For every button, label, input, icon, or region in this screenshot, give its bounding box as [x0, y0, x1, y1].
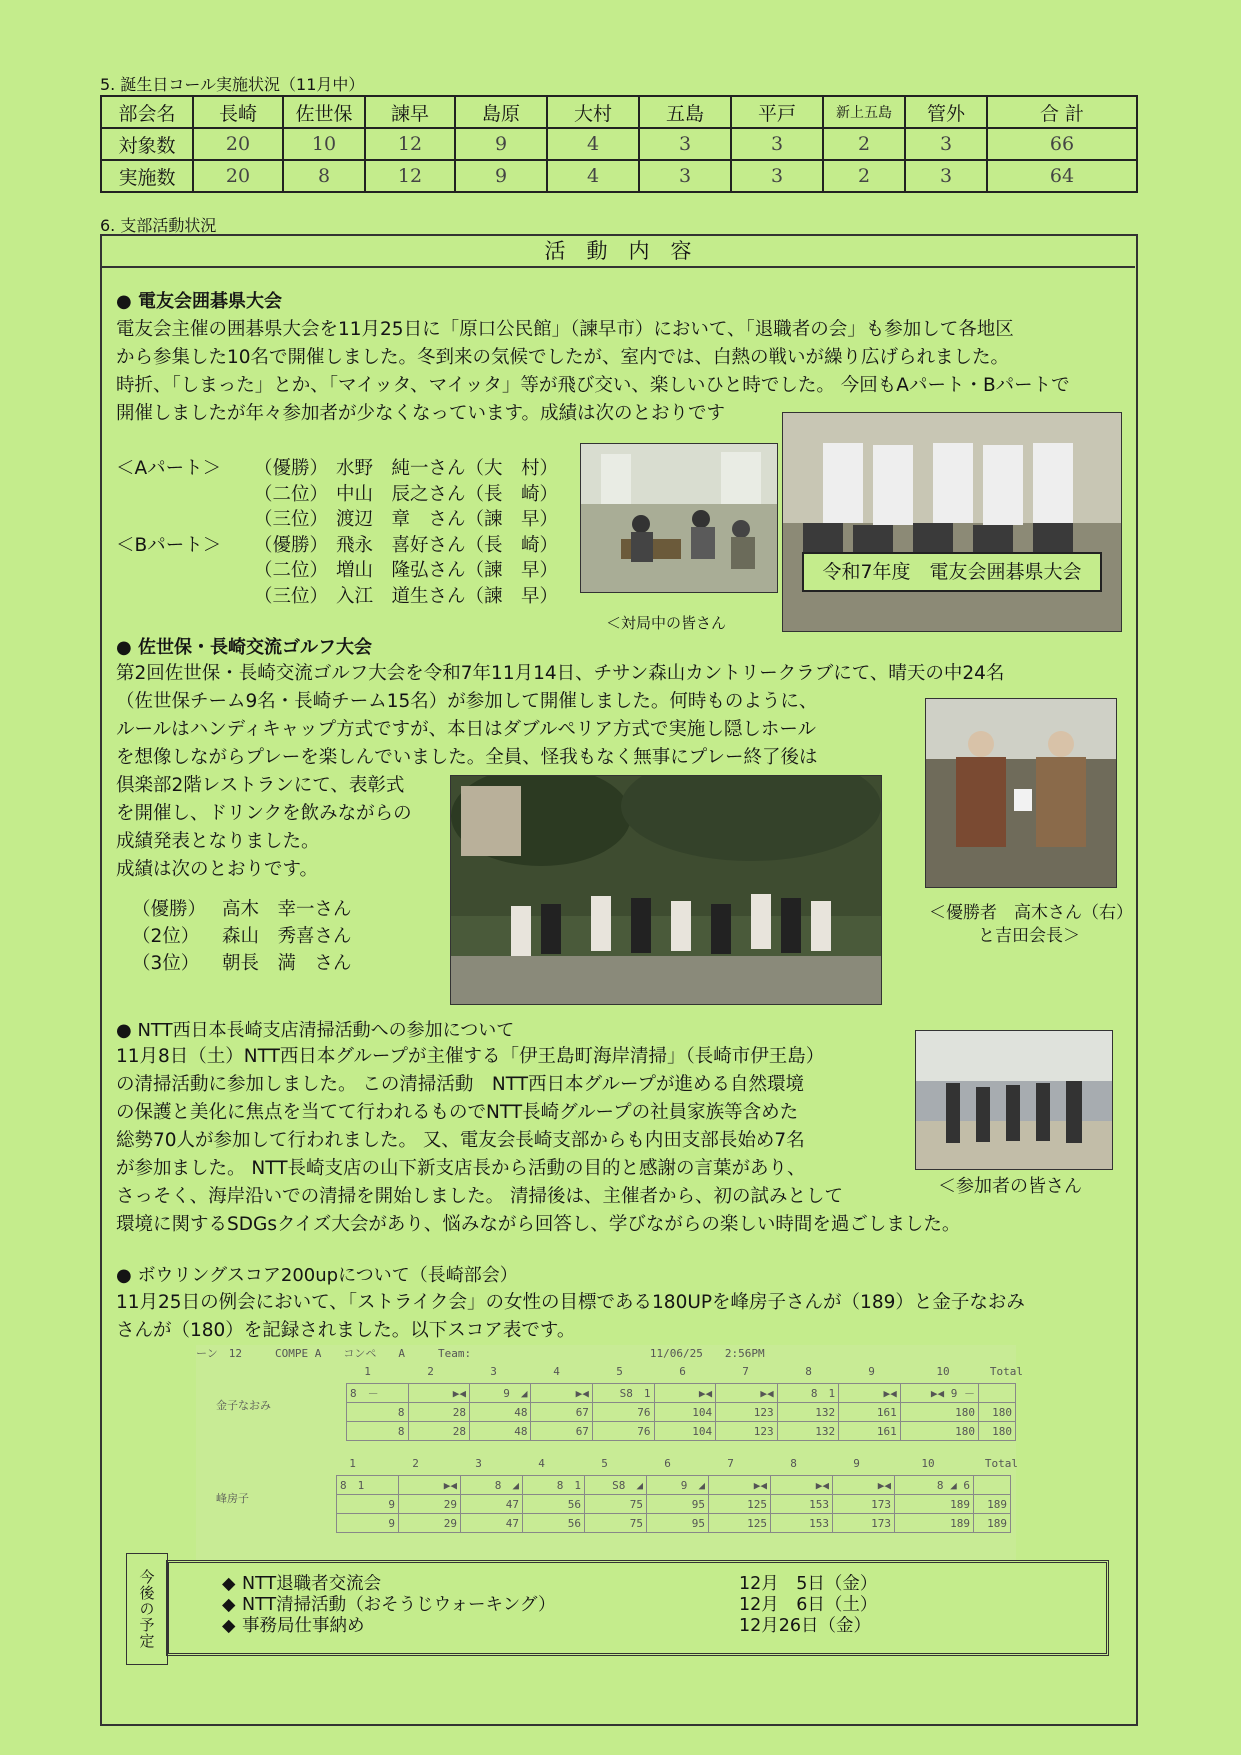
table-header-cell: 新上五島 [823, 96, 905, 128]
table-cell: 12 [365, 160, 455, 192]
text-line: 時折、「しまった」とか、「マイッタ、マイッタ」等が飛び交い、楽しいひと時でした。 今回もAパート・Bパートで [116, 375, 1070, 396]
go-heading-text: 電友会囲碁県大会 [137, 291, 282, 312]
result-name: 飛永 喜好さん（長 崎） [336, 534, 559, 556]
frame-number: 9 [853, 1457, 860, 1470]
table-header-cell: 大村 [547, 96, 639, 128]
diamond-icon: ◆ [222, 1595, 236, 1615]
total-score: 189 [974, 1495, 1011, 1514]
text-line: ルールはハンディキャップ方式ですが、本日はダブルペリア方式で実施し隠しホール [116, 719, 817, 740]
part-label [116, 558, 254, 584]
text-line: 総勢70人が参加して行われました。 又、電友会長崎支部からも内田支部長始め7名 [116, 1130, 805, 1151]
frame-score: 95 [647, 1514, 709, 1533]
frame-score: 76 [592, 1422, 654, 1441]
frame-mark: ▶◀ [771, 1476, 833, 1495]
frame-score: 47 [461, 1495, 523, 1514]
table-header-cell: 長崎 [193, 96, 283, 128]
scores-row [337, 1495, 1011, 1514]
table-cell: 3 [639, 160, 731, 192]
go-photo1-caption: ＜対局中の皆さん [606, 614, 727, 632]
result-row [116, 584, 558, 610]
result-name: 朝長 満 さん [222, 953, 352, 974]
result-row [132, 896, 352, 923]
total-mark [979, 1384, 1016, 1403]
frame-mark: ▶◀ [408, 1384, 469, 1403]
frame-number: 4 [538, 1457, 545, 1470]
frame-score: 75 [585, 1495, 647, 1514]
frame-score: 28 [408, 1422, 469, 1441]
frame-score: 8 [347, 1403, 409, 1422]
table-header-cell: 島原 [455, 96, 547, 128]
frame-score: 161 [839, 1422, 901, 1441]
frame-mark: 8 ◢ 6 [895, 1476, 974, 1495]
frame-score: 9 [337, 1514, 399, 1533]
table-cell: 12 [365, 128, 455, 160]
table-cell: 3 [731, 128, 823, 160]
marks-row [337, 1476, 1011, 1495]
diamond-icon: ◆ [222, 1616, 236, 1636]
frame-mark: ▶◀ [833, 1476, 895, 1495]
frame-score: 180 [900, 1403, 978, 1422]
frames-header [321, 1457, 1018, 1470]
row-label: 対象数 [101, 128, 193, 160]
player-name: 金子なおみ [216, 1399, 271, 1412]
frame-score: 132 [777, 1403, 839, 1422]
golf-winner-photo [925, 698, 1117, 888]
frame-score: 180 [900, 1422, 978, 1441]
scores-row [347, 1403, 1016, 1422]
part-label [116, 507, 254, 533]
frame-number: Total [989, 1365, 1023, 1378]
schedule-item [222, 1574, 877, 1595]
go-results [116, 456, 558, 609]
go-photo2-label: 令和7年度 電友会囲碁県大会 [802, 552, 1102, 592]
frame-score: 8 [347, 1422, 409, 1441]
frame-number: 8 [805, 1365, 812, 1378]
frame-score: 56 [523, 1495, 585, 1514]
text-line: さっそく、海岸沿いでの清掃を開始しました。 清掃後は、主催者から、初の試みとして [116, 1186, 844, 1207]
schedule-item [222, 1595, 877, 1616]
go-heading: ● 電友会囲碁県大会 [116, 291, 282, 312]
rank-label: （優勝） [254, 534, 329, 556]
clean-paragraph [116, 1043, 960, 1239]
text-line: の清掃活動に参加しました。 この清掃活動 NTT西日本グループが進める自然環境 [116, 1074, 805, 1095]
player-name: 峰房子 [216, 1492, 249, 1505]
clean-caption: ＜参加者の皆さん [938, 1176, 1082, 1197]
result-name: 森山 秀喜さん [222, 926, 352, 947]
text-line: 電友会主催の囲碁県大会を11月25日に「原口公民館」（諫早市）において、「退職者の会」も参加して各地区 [116, 319, 1014, 340]
frame-score: 76 [592, 1403, 654, 1422]
frame-score: 67 [531, 1403, 592, 1422]
frame-score: 9 [337, 1495, 399, 1514]
total-score: 180 [979, 1403, 1016, 1422]
total-score: 189 [974, 1514, 1011, 1533]
text-line: の保護と美化に焦点を当てて行われるものでNTT長崎グループの社員家族等含めた [116, 1102, 799, 1123]
table-header-cell: 合 計 [987, 96, 1137, 128]
total-mark [974, 1476, 1011, 1495]
frame-number: 6 [664, 1457, 671, 1470]
part-label: ＜Aパート＞ [116, 458, 222, 479]
frame-mark: 8 － [347, 1384, 409, 1403]
schedule-item-name: NTT清掃活動（おそうじウォーキング） [242, 1595, 556, 1615]
text-line: 成績は次のとおりです。 [116, 859, 319, 880]
frame-mark: 8 1 [523, 1476, 585, 1495]
schedule-item [222, 1616, 877, 1637]
frame-number: 1 [364, 1365, 371, 1378]
result-name: 渡辺 章 さん（諫 早） [336, 509, 559, 530]
go-group-photo-image [783, 413, 1121, 631]
frame-score: 95 [647, 1495, 709, 1514]
frame-score: 104 [654, 1422, 716, 1441]
bowling-heading-text: ボウリングスコア200upについて（長崎部会） [137, 1265, 518, 1286]
text-line: 11月25日の例会において、「ストライク会」の女性の目標である180UPを峰房子さんが（189）と金子なおみ [116, 1292, 1025, 1313]
golf-heading-text: 佐世保・長崎交流ゴルフ大会 [137, 637, 372, 658]
birthday-call-table [100, 95, 1138, 193]
frame-number: 3 [490, 1365, 497, 1378]
frame-score: 47 [461, 1514, 523, 1533]
text-line: 第2回佐世保・長崎交流ゴルフ大会を令和7年11月14日、チサン森山カントリークラブにて、晴天の中24名 [116, 663, 1005, 684]
table-cell: 66 [987, 128, 1137, 160]
table-cell: 4 [547, 128, 639, 160]
frame-score: 56 [523, 1514, 585, 1533]
go-match-photo [580, 443, 778, 593]
rank-label: （三位） [254, 509, 329, 530]
frame-number: 3 [475, 1457, 482, 1470]
frame-number: 6 [679, 1365, 686, 1378]
table-header-cell: 五島 [639, 96, 731, 128]
frame-number: 9 [868, 1365, 875, 1378]
text-line: 成績発表となりました。 [116, 831, 320, 852]
frame-mark: ▶◀ [709, 1476, 771, 1495]
text-line: 開催しましたが年々参加者が少なくなっています。成績は次のとおりです [116, 403, 726, 424]
table-cell: 20 [193, 128, 283, 160]
clean-photo-image [916, 1031, 1112, 1169]
frame-score: 48 [469, 1403, 531, 1422]
frame-mark: ▶◀ 9 － [900, 1384, 978, 1403]
table-cell: 2 [823, 128, 905, 160]
golf-group-photo-image [451, 776, 881, 1004]
frame-mark: 8 1 [777, 1384, 839, 1403]
rank-label: （二位） [254, 483, 329, 505]
frame-score: 123 [716, 1422, 778, 1441]
rank-label: （優勝） [254, 458, 329, 479]
table-cell: 8 [283, 160, 365, 192]
rank-label: （2位） [132, 926, 200, 947]
frame-score: 161 [839, 1403, 901, 1422]
result-name: 入江 道生さん（諫 早） [336, 585, 559, 607]
result-row [116, 482, 558, 508]
player-score-table [346, 1383, 1016, 1441]
part-label [116, 584, 254, 610]
frame-number: Total [984, 1457, 1018, 1470]
table-cell: 4 [547, 160, 639, 192]
frame-score: 189 [895, 1514, 974, 1533]
schedule-item-name: 事務局仕事納め [242, 1616, 365, 1636]
frame-score: 29 [399, 1514, 461, 1533]
table-cell: 3 [905, 128, 987, 160]
result-name: 増山 隆弘さん（諫 早） [336, 560, 559, 581]
frame-mark: S8 ◢ [585, 1476, 647, 1495]
table-header-cell: 平戸 [731, 96, 823, 128]
schedule-item-name: NTT退職者交流会 [242, 1574, 382, 1594]
section6-title: 6. 支部活動状況 [100, 216, 217, 235]
result-name: 水野 純一さん（大 村） [336, 458, 559, 479]
frame-score: 173 [833, 1514, 895, 1533]
table-header-cell: 諫早 [365, 96, 455, 128]
frame-number: 8 [790, 1457, 797, 1470]
table-cell: 10 [283, 128, 365, 160]
row-label: 実施数 [101, 160, 193, 192]
frame-mark: ▶◀ [716, 1384, 778, 1403]
text-line: を開催し、ドリンクを飲みながらの [116, 803, 412, 824]
frame-mark: ▶◀ [654, 1384, 716, 1403]
table-row [101, 128, 1137, 160]
frame-score: 67 [531, 1422, 592, 1441]
result-row [116, 558, 558, 584]
section5-title: 5. 誕生日コール実施状況（11月中） [100, 75, 365, 94]
table-header-cell: 管外 [905, 96, 987, 128]
frame-number: 2 [427, 1365, 434, 1378]
frame-mark: 9 ◢ [647, 1476, 709, 1495]
text-line: 11月8日（土）NTT西日本グループが主催する「伊王島町海岸清掃」（長崎市伊王島） [116, 1046, 825, 1067]
table-cell: 3 [905, 160, 987, 192]
rank-label: （優勝） [132, 899, 207, 920]
score-sheet-header: ーン 12 COMPE A コンペ A Team: 11/06/25 2:56PM [196, 1347, 765, 1360]
table-cell: 9 [455, 160, 547, 192]
golf-caption-line2: と吉田会長＞ [978, 926, 1080, 946]
frame-score: 123 [716, 1403, 778, 1422]
frame-score: 173 [833, 1495, 895, 1514]
text-line: 倶楽部2階レストランにて、表彰式 [116, 775, 405, 796]
scores-row [347, 1422, 1016, 1441]
frame-score: 28 [408, 1403, 469, 1422]
frame-number: 10 [936, 1365, 950, 1378]
golf-winner-photo-image [926, 699, 1116, 887]
table-header-row [101, 96, 1137, 128]
text-line: さんが（180）を記録されました。以下スコア表です。 [116, 1320, 576, 1341]
go-group-photo [782, 412, 1122, 632]
frame-number: 5 [616, 1365, 623, 1378]
frame-mark: ▶◀ [399, 1476, 461, 1495]
part-label [116, 482, 254, 508]
frame-number: 7 [727, 1457, 734, 1470]
frame-score: 29 [399, 1495, 461, 1514]
text-line: が参加ました。 NTT長崎支店の山下新支店長から活動の目的と感謝の言葉があり、 [116, 1158, 806, 1179]
schedule-label-box [126, 1553, 168, 1665]
frame-score: 48 [469, 1422, 531, 1441]
frame-score: 132 [777, 1422, 839, 1441]
go-match-photo-image [581, 444, 777, 592]
frame-score: 189 [895, 1495, 974, 1514]
frame-score: 125 [709, 1495, 771, 1514]
rank-label: （三位） [254, 585, 329, 607]
frame-mark: 8 1 [337, 1476, 399, 1495]
frame-score: 75 [585, 1514, 647, 1533]
clean-heading-text: NTT西日本長崎支店清掃活動への参加について [137, 1020, 515, 1041]
frame-number: 2 [412, 1457, 419, 1470]
text-line: 環境に関するSDGsクイズ大会があり、悩みながら回答し、学びながらの楽しい時間を過ごしました。 [116, 1214, 961, 1235]
clean-heading: ● NTT西日本長崎支店清掃活動への参加について [116, 1020, 515, 1041]
result-row [116, 533, 558, 559]
frame-score: 153 [771, 1514, 833, 1533]
table-cell: 20 [193, 160, 283, 192]
table-row [101, 160, 1137, 192]
table-cell: 64 [987, 160, 1137, 192]
result-name: 高木 幸一さん [222, 899, 352, 920]
table-cell: 9 [455, 128, 547, 160]
text-line: を想像しながらプレーを楽しんでいました。全員、怪我もなく無事にプレー終了後は [116, 747, 818, 768]
frame-mark: 9 ◢ [469, 1384, 531, 1403]
golf-heading: ● 佐世保・長崎交流ゴルフ大会 [116, 637, 372, 658]
frame-mark: S8 1 [592, 1384, 654, 1403]
diamond-icon: ◆ [222, 1574, 236, 1594]
scores-row [337, 1514, 1011, 1533]
bowling-heading: ● ボウリングスコア200upについて（長崎部会） [116, 1265, 518, 1286]
frame-mark: ▶◀ [531, 1384, 592, 1403]
bowling-paragraph [116, 1289, 1025, 1345]
frame-number: 5 [601, 1457, 608, 1470]
frame-score: 153 [771, 1495, 833, 1514]
frame-number: 7 [742, 1365, 749, 1378]
result-row [132, 923, 352, 950]
table-cell: 3 [639, 128, 731, 160]
golf-group-photo [450, 775, 882, 1005]
frame-mark: 8 ◢ [461, 1476, 523, 1495]
marks-row [347, 1384, 1016, 1403]
bowling-score-sheet [196, 1345, 1023, 1560]
table-header-cell: 部会名 [101, 96, 193, 128]
result-row [116, 507, 558, 533]
frame-score: 104 [654, 1403, 716, 1422]
text-line: （佐世保チーム9名・長崎チーム15名）が参加して開催しました。何時ものように、 [116, 691, 818, 712]
schedule-list [222, 1574, 877, 1637]
rank-label: （二位） [254, 560, 329, 581]
table-cell: 3 [731, 160, 823, 192]
result-row [132, 950, 352, 977]
text-line: から参集した10名で開催しました。冬到来の気候でしたが、室内では、白熱の戦いが繰り広げられました。 [116, 347, 1010, 368]
table-cell: 2 [823, 160, 905, 192]
activity-box-header: 活 動 内 容 [101, 236, 1135, 268]
table-header-cell: 佐世保 [283, 96, 365, 128]
part-label: ＜Bパート＞ [116, 534, 222, 556]
schedule-item-date: 12月 5日（金） [739, 1574, 878, 1594]
frame-number: 10 [921, 1457, 935, 1470]
frame-mark: ▶◀ [839, 1384, 901, 1403]
frames-header [336, 1365, 1023, 1378]
golf-caption-line1: ＜優勝者 高木さん（右） [929, 903, 1133, 923]
frame-number: 1 [349, 1457, 356, 1470]
rank-label: （3位） [132, 953, 200, 974]
schedule-label: 今後の予定 [137, 1569, 156, 1649]
result-name: 中山 辰之さん（長 崎） [336, 483, 559, 505]
frame-score: 125 [709, 1514, 771, 1533]
schedule-item-date: 12月26日（金） [739, 1616, 872, 1636]
golf-results [132, 896, 352, 977]
schedule-item-date: 12月 6日（土） [739, 1595, 878, 1615]
frame-number: 4 [553, 1365, 560, 1378]
total-score: 180 [979, 1422, 1016, 1441]
player-score-table [336, 1475, 1011, 1533]
result-row [116, 456, 558, 482]
clean-photo [915, 1030, 1113, 1170]
